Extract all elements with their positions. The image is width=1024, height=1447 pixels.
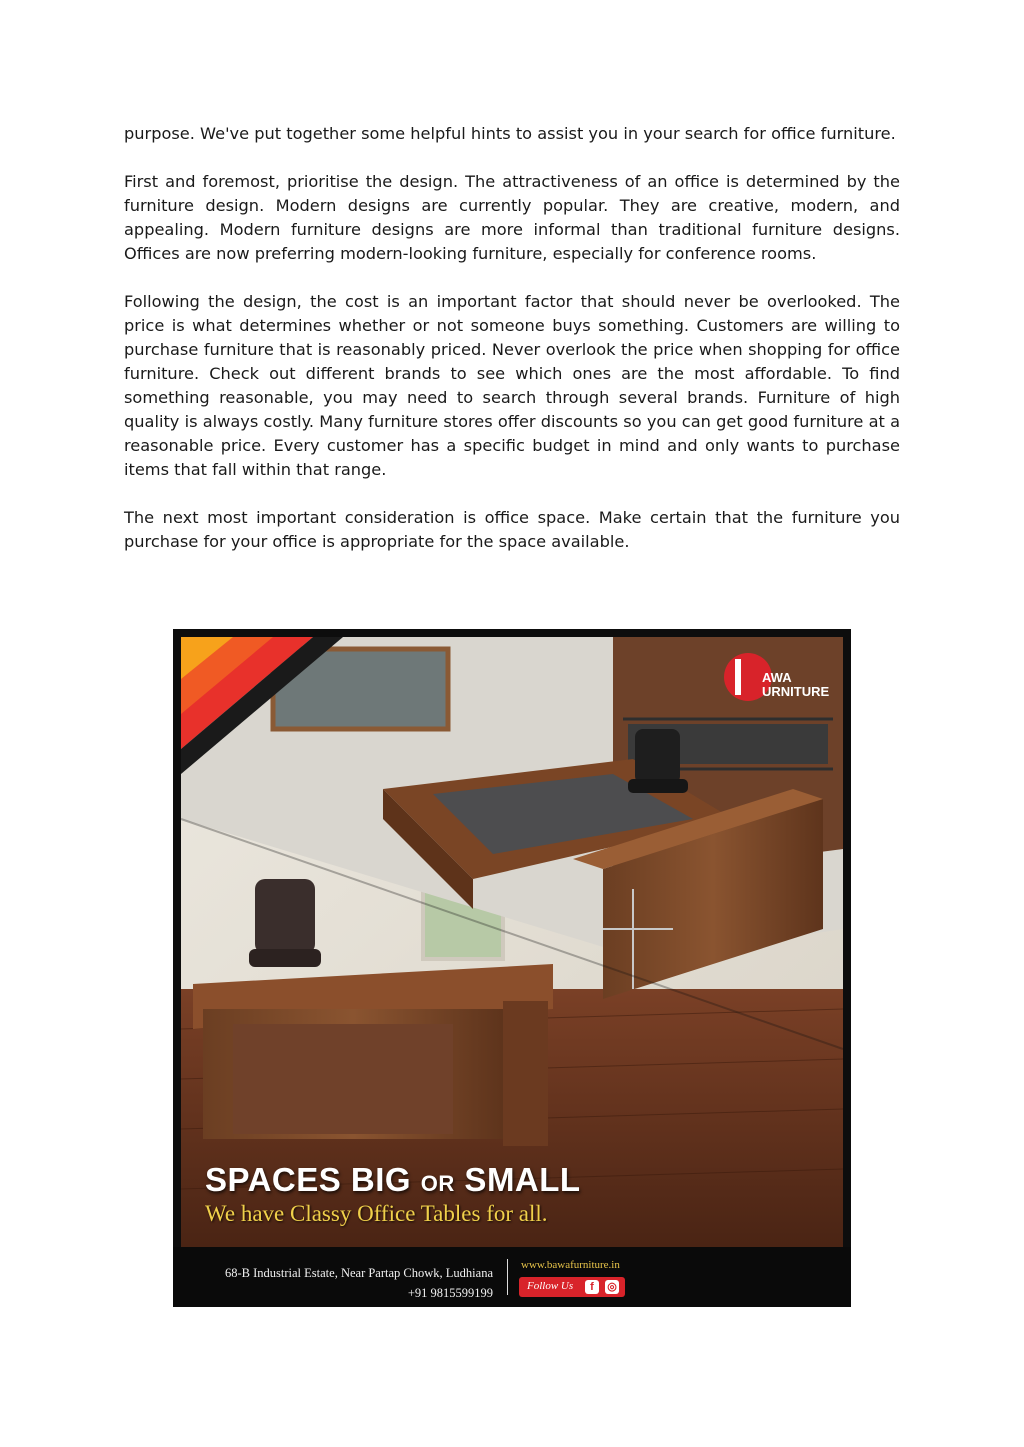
instagram-icon: ◎ — [605, 1280, 619, 1294]
ad-headline — [205, 1161, 581, 1199]
ad-contact — [183, 1263, 493, 1303]
headline-or: OR — [420, 1171, 455, 1196]
facebook-icon: f — [585, 1280, 599, 1294]
follow-us-badge — [519, 1277, 625, 1297]
ad-website: www.bawafurniture.in — [521, 1259, 620, 1271]
footer-divider — [507, 1259, 508, 1295]
follow-us-label: Follow Us — [527, 1280, 574, 1292]
ad-address: 68-B Industrial Estate, Near Partap Chowk, Ludhiana — [225, 1266, 493, 1280]
ad-tagline: We have Classy Office Tables for all. — [205, 1201, 548, 1226]
article-body — [124, 122, 900, 578]
headline-part-1: SPACES BIG — [205, 1161, 421, 1198]
brand-logo — [762, 671, 829, 699]
paragraph-intro-continuation: purpose. We've put together some helpful hints to assist you in your search for office furniture. — [124, 124, 896, 143]
headline-part-2: SMALL — [454, 1161, 581, 1198]
furniture-ad-image — [173, 629, 851, 1307]
paragraph-cost: Following the design, the cost is an important factor that should never be overlooked. The price is what determines whether or not someone buys something. Customers are willing to purchase furniture that is reasonably priced. Never overlook the price when shopping for office furniture. Check out different brands to see which ones are the most affordable. To find something reasonable, you may need to search through several brands. Furniture of high quality is always costly. Many furniture stores offer discounts so you can get good furniture at a reasonable price. Every customer has a specific budget in mind and only wants to purchase items that fall within that range. — [124, 292, 900, 479]
ad-footer — [173, 1247, 851, 1307]
paragraph-space: The next most important consideration is office space. Make certain that the furniture you purchase for your office is appropriate for the space available. — [124, 508, 900, 551]
ad-phone: +91 9815599199 — [407, 1286, 493, 1300]
paragraph-design: First and foremost, prioritise the design. The attractiveness of an office is determined by the furniture design. Modern designs are currently popular. They are creative, modern, and appealing. Modern furniture designs are more informal than traditional furniture designs. Offices are now preferring modern-looking furniture, especially for conference rooms. — [124, 172, 900, 263]
logo-line-1: AWA — [762, 670, 792, 685]
logo-line-2: URNITURE — [762, 684, 830, 699]
